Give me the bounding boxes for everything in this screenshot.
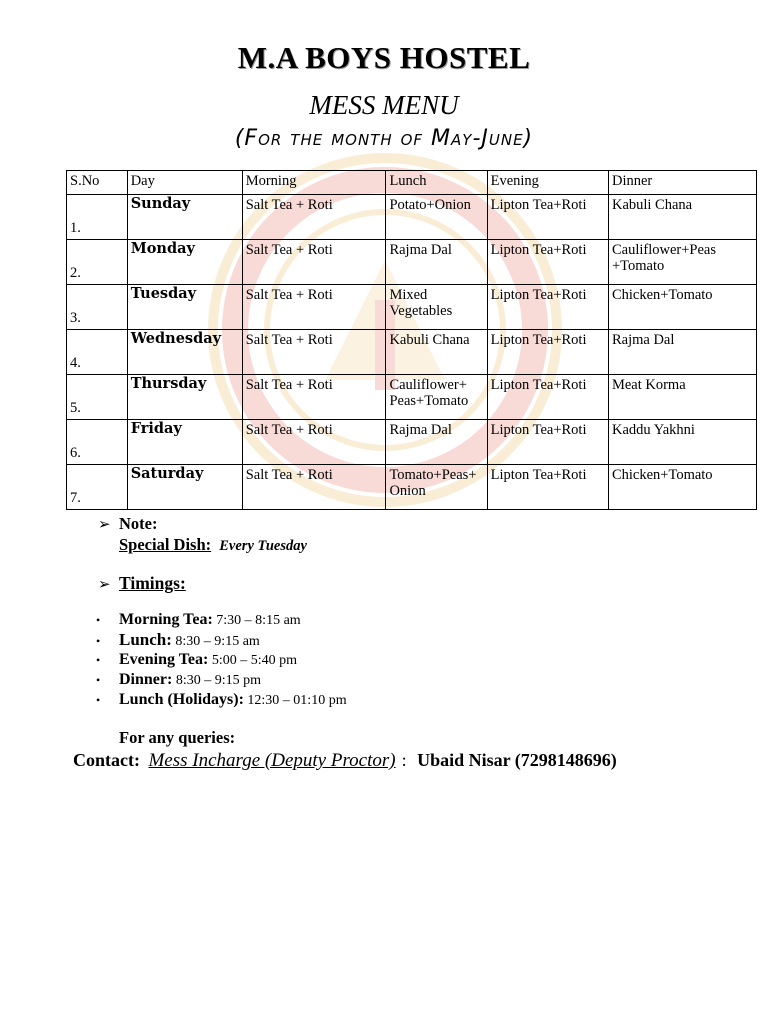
cell-sno: 1.	[67, 195, 128, 240]
cell-day: Wednesday	[127, 330, 242, 375]
table-row	[67, 195, 757, 240]
list-item	[96, 670, 347, 690]
cell-dinner: Kaddu Yakhni	[608, 420, 756, 465]
cell-day: Sunday	[127, 195, 242, 240]
timing-value: 7:30 – 8:15 am	[216, 613, 301, 628]
cell-lunch: Kabuli Chana	[386, 330, 487, 375]
table-header-row	[67, 171, 757, 195]
cell-morning: Salt Tea + Roti	[242, 240, 386, 285]
timing-label: Lunch (Holidays):	[119, 691, 244, 708]
header-morning: Morning	[242, 171, 386, 195]
cell-dinner: Kabuli Chana	[608, 195, 756, 240]
arrow-bullet-icon: ➢	[98, 575, 111, 593]
queries-text: For any queries:	[119, 728, 236, 747]
cell-dinner: Meat Korma	[608, 375, 756, 420]
cell-sno: 2.	[67, 240, 128, 285]
contact-label: Contact:	[73, 750, 140, 770]
cell-sno: 3.	[67, 285, 128, 330]
contact-separator: :	[401, 750, 407, 770]
list-item	[96, 690, 347, 710]
header-evening: Evening	[487, 171, 608, 195]
special-dish	[119, 535, 307, 555]
header-lunch: Lunch	[386, 171, 487, 195]
timings-label: Timings:	[119, 573, 186, 593]
table-row	[67, 240, 757, 285]
cell-evening: Lipton Tea+Roti	[487, 330, 608, 375]
cell-sno: 5.	[67, 375, 128, 420]
cell-day: Saturday	[127, 465, 242, 510]
menu-subtitle: MESS MENU	[309, 90, 459, 120]
timing-value: 8:30 – 9:15 pm	[175, 673, 261, 688]
timings-list	[96, 610, 347, 710]
contact-role: Mess Incharge (Deputy Proctor)	[148, 750, 396, 771]
cell-sno: 6.	[67, 420, 128, 465]
list-item	[96, 610, 347, 630]
cell-morning: Salt Tea + Roti	[242, 420, 386, 465]
cell-lunch: Tomato+Peas+ Onion	[386, 465, 487, 510]
cell-day: Friday	[127, 420, 242, 465]
cell-lunch: Rajma Dal	[386, 240, 487, 285]
cell-evening: Lipton Tea+Roti	[487, 375, 608, 420]
cell-lunch: Mixed Vegetables	[386, 285, 487, 330]
header-sno: S.No	[67, 171, 128, 195]
table-row	[67, 375, 757, 420]
special-dish-label: Special Dish:	[119, 535, 212, 554]
table-row	[67, 465, 757, 510]
timing-label: Dinner:	[119, 671, 173, 688]
page-title: M.A BOYS HOSTEL	[237, 40, 531, 75]
cell-morning: Salt Tea + Roti	[242, 375, 386, 420]
timing-label: Lunch:	[119, 630, 172, 649]
menu-period: (For the month of May-June)	[234, 126, 534, 151]
bullet-icon: •	[96, 634, 101, 648]
cell-sno: 4.	[67, 330, 128, 375]
special-dish-value: Every Tuesday	[219, 538, 307, 554]
list-item	[96, 650, 347, 670]
header-dinner: Dinner	[608, 171, 756, 195]
cell-lunch: Rajma Dal	[386, 420, 487, 465]
cell-evening: Lipton Tea+Roti	[487, 195, 608, 240]
timing-label: Morning Tea:	[119, 611, 213, 628]
table-row	[67, 420, 757, 465]
cell-day: Thursday	[127, 375, 242, 420]
cell-evening: Lipton Tea+Roti	[487, 285, 608, 330]
bullet-icon: •	[96, 673, 101, 687]
bullet-icon: •	[96, 613, 101, 627]
header-day: Day	[127, 171, 242, 195]
cell-dinner: Chicken+Tomato	[608, 285, 756, 330]
note-label: Note:	[119, 514, 158, 533]
table-row	[67, 285, 757, 330]
cell-dinner: Chicken+Tomato	[608, 465, 756, 510]
cell-morning: Salt Tea + Roti	[242, 285, 386, 330]
note-heading	[98, 514, 157, 534]
cell-lunch: Potato+Onion	[386, 195, 487, 240]
list-item	[96, 630, 347, 650]
contact-line	[73, 750, 617, 772]
bullet-icon: •	[96, 693, 101, 707]
table-row	[67, 330, 757, 375]
cell-evening: Lipton Tea+Roti	[487, 465, 608, 510]
cell-evening: Lipton Tea+Roti	[487, 420, 608, 465]
cell-dinner: Rajma Dal	[608, 330, 756, 375]
contact-name: Ubaid Nisar (7298148696)	[417, 750, 617, 770]
timing-value: 8:30 – 9:15 am	[175, 634, 260, 649]
cell-evening: Lipton Tea+Roti	[487, 240, 608, 285]
mess-menu-table	[66, 170, 757, 510]
cell-morning: Salt Tea + Roti	[242, 330, 386, 375]
cell-morning: Salt Tea + Roti	[242, 465, 386, 510]
cell-sno: 7.	[67, 465, 128, 510]
timing-value: 12:30 – 01:10 pm	[247, 693, 347, 708]
arrow-bullet-icon: ➢	[98, 515, 111, 533]
cell-lunch: Cauliflower+ Peas+Tomato	[386, 375, 487, 420]
timings-heading	[98, 573, 186, 594]
timing-label: Evening Tea:	[119, 651, 209, 668]
timing-value: 5:00 – 5:40 pm	[211, 653, 298, 668]
cell-day: Monday	[127, 240, 242, 285]
cell-dinner: Cauliflower+Peas +Tomato	[608, 240, 756, 285]
bullet-icon: •	[96, 653, 101, 667]
cell-morning: Salt Tea + Roti	[242, 195, 386, 240]
cell-day: Tuesday	[127, 285, 242, 330]
